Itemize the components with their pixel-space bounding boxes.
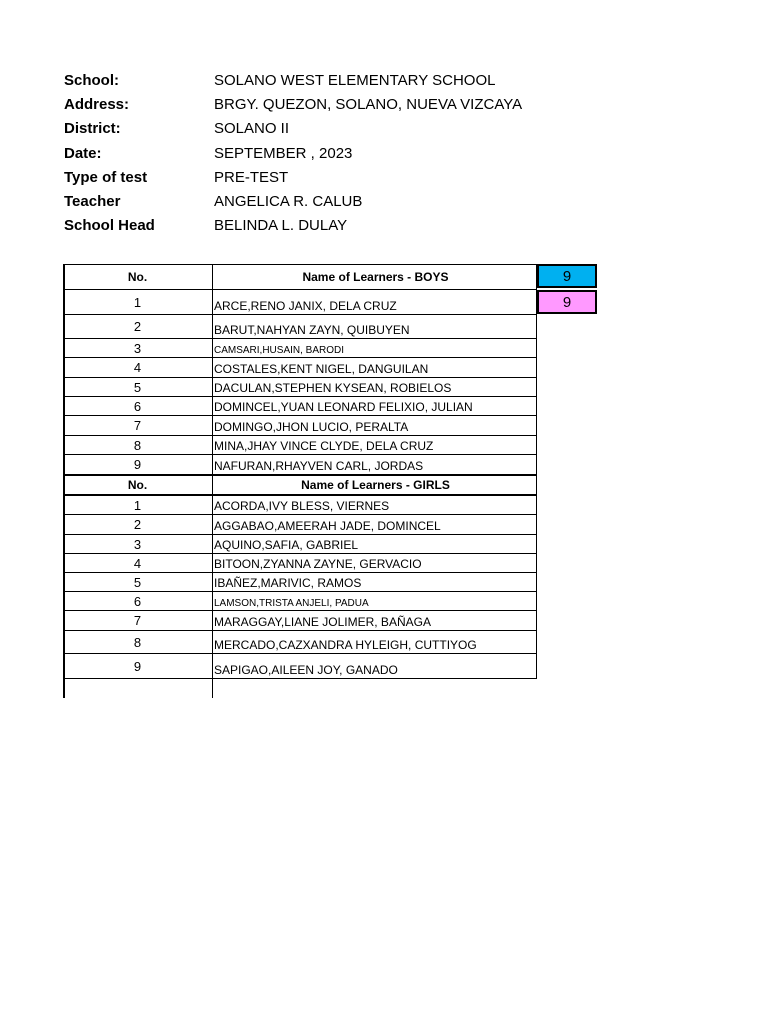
row-number: 8 xyxy=(63,436,213,454)
column-header-no: No. xyxy=(63,264,213,289)
girls-count-box: 9 xyxy=(537,290,597,314)
table-row xyxy=(63,496,537,515)
table-row xyxy=(63,535,537,554)
row-number: 4 xyxy=(63,358,213,377)
info-label: School Head xyxy=(64,217,155,234)
learner-name: BITOON,ZYANNA ZAYNE, GERVACIO xyxy=(214,557,422,571)
info-value: SEPTEMBER , 2023 xyxy=(214,145,353,162)
row-number: 7 xyxy=(63,611,213,630)
column-header-name: Name of Learners - GIRLS xyxy=(301,478,450,492)
info-value: ANGELICA R. CALUB xyxy=(214,193,363,210)
row-number: 6 xyxy=(63,592,213,610)
column-header-no: No. xyxy=(63,476,213,494)
info-value: BRGY. QUEZON, SOLANO, NUEVA VIZCAYA xyxy=(214,96,523,113)
learner-name: DOMINGO,JHON LUCIO, PERALTA xyxy=(214,420,409,434)
learner-name: IBAÑEZ,MARIVIC, RAMOS xyxy=(214,576,362,590)
learner-name: BARUT,NAHYAN ZAYN, QUIBUYEN xyxy=(214,323,410,337)
table-row xyxy=(63,416,537,436)
table-row xyxy=(63,592,537,611)
row-number: 3 xyxy=(63,535,213,553)
table-row xyxy=(63,631,537,654)
info-label: School: xyxy=(64,72,119,89)
row-number: 4 xyxy=(63,554,213,572)
row-number: 7 xyxy=(63,416,213,435)
table-row xyxy=(63,554,537,573)
info-value: SOLANO II xyxy=(214,120,290,137)
table-row xyxy=(63,339,537,358)
table-row xyxy=(63,611,537,631)
row-number: 5 xyxy=(63,378,213,396)
row-number: 9 xyxy=(63,654,213,678)
learner-name: DOMINCEL,YUAN LEONARD FELIXIO, JULIAN xyxy=(214,400,473,414)
learner-name: MARAGGAY,LIANE JOLIMER, BAÑAGA xyxy=(214,615,431,629)
row-number: 5 xyxy=(63,573,213,591)
learner-name: MINA,JHAY VINCE CLYDE, DELA CRUZ xyxy=(214,439,434,453)
row-number: 9 xyxy=(63,455,213,474)
info-label: Address: xyxy=(64,96,130,113)
info-value: PRE-TEST xyxy=(214,169,289,186)
info-label: Teacher xyxy=(64,193,121,210)
table-row xyxy=(63,290,537,315)
learner-name: DACULAN,STEPHEN KYSEAN, ROBIELOS xyxy=(214,381,452,395)
table-row xyxy=(63,358,537,378)
row-number: 6 xyxy=(63,397,213,415)
learner-name: ACORDA,IVY BLESS, VIERNES xyxy=(214,499,390,513)
info-value: BELINDA L. DULAY xyxy=(214,217,348,234)
row-number: 2 xyxy=(63,315,213,338)
table-row xyxy=(63,515,537,535)
learner-name: ARCE,RENO JANIX, DELA CRUZ xyxy=(214,299,397,313)
column-header-name: Name of Learners - BOYS xyxy=(302,269,449,284)
learner-name: AQUINO,SAFIA, GABRIEL xyxy=(214,538,359,552)
learner-name: LAMSON,TRISTA ANJELI, PADUA xyxy=(214,598,369,609)
row-number: 1 xyxy=(63,290,213,314)
table-row xyxy=(63,378,537,397)
table-row xyxy=(63,397,537,416)
learner-name: SAPIGAO,AILEEN JOY, GANADO xyxy=(214,663,398,677)
info-value: SOLANO WEST ELEMENTARY SCHOOL xyxy=(214,72,496,89)
girls-header-row xyxy=(63,476,537,496)
boys-header-row xyxy=(63,264,537,290)
row-number: 1 xyxy=(63,496,213,514)
info-label: Type of test xyxy=(64,169,148,186)
boys-count-box: 9 xyxy=(537,264,597,288)
table-row xyxy=(63,315,537,339)
learner-name: NAFURAN,RHAYVEN CARL, JORDAS xyxy=(214,459,424,473)
table-row xyxy=(63,654,537,679)
row-number: 3 xyxy=(63,339,213,357)
row-number: 2 xyxy=(63,515,213,534)
table-divider xyxy=(212,678,213,698)
learner-name: COSTALES,KENT NIGEL, DANGUILAN xyxy=(214,362,429,376)
table-row xyxy=(63,436,537,455)
learner-name: MERCADO,CAZXANDRA HYLEIGH, CUTTIYOG xyxy=(214,638,477,652)
learner-name: CAMSARI,HUSAIN, BARODI xyxy=(214,345,345,356)
info-label: District: xyxy=(64,120,121,137)
table-row xyxy=(63,573,537,592)
row-number: 8 xyxy=(63,631,213,653)
learner-name: AGGABAO,AMEERAH JADE, DOMINCEL xyxy=(214,519,441,533)
info-label: Date: xyxy=(64,145,102,162)
table-row xyxy=(63,455,537,476)
